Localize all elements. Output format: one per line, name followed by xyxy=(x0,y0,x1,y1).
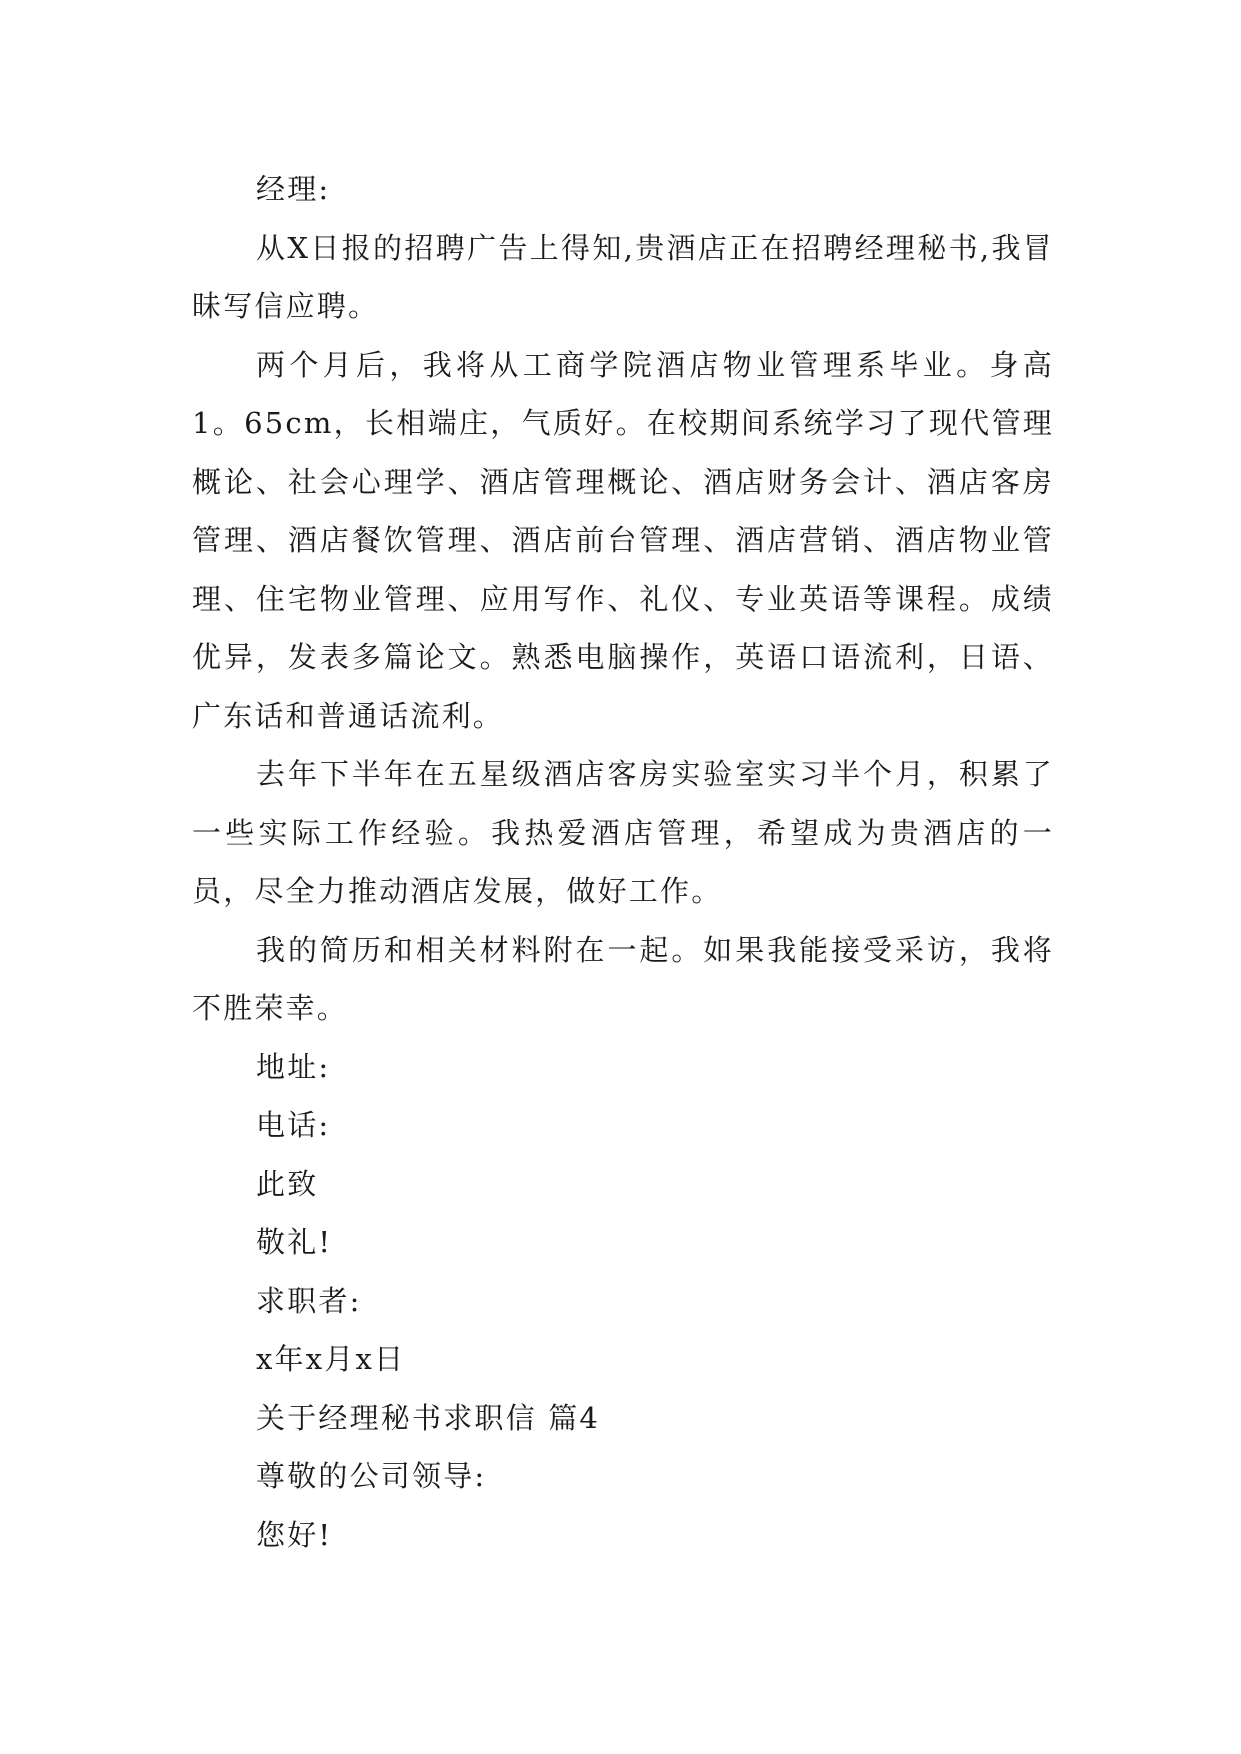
regards-line: 此致 xyxy=(256,1166,319,1201)
address-line: 地址: xyxy=(256,1049,331,1084)
applicant-line: 求职者: xyxy=(256,1283,362,1318)
salute-line: 敬礼! xyxy=(256,1225,333,1259)
closing-paragraph: 我的简历和相关材料附在一起。如果我能接受采访，我将不胜荣幸。 xyxy=(192,932,1054,1025)
experience-paragraph: 去年下半年在五星级酒店客房实验室实习半个月，积累了一些实际工作经验。我热爱酒店管理，希望成为贵酒店的一员，尽全力推动酒店发展，做好工作。 xyxy=(192,757,1054,908)
section-heading: 关于经理秘书求职信 篇4 xyxy=(256,1400,601,1435)
education-paragraph: 两个月后，我将从工商学院酒店物业管理系毕业。身高1。65cm，长相端庄，气质好。在校期间系统学习了现代管理概论、社会心理学、酒店管理概论、酒店财务会计、酒店客房管理、酒店餐饮管理、酒店前台管理、酒店营销、酒店物业管理、住宅物业管理、应用写作、礼仪、专业英语等课程。成绩优异，发表多篇论文。熟悉电脑操作，英语口语流利，日语、广东话和普通话流利。 xyxy=(192,347,1054,733)
intro-paragraph: 从X日报的招聘广告上得知,贵酒店正在招聘经理秘书,我冒昧写信应聘。 xyxy=(192,230,1054,323)
salutation: 经理: xyxy=(256,172,331,206)
letter-body xyxy=(192,160,1054,1564)
date-line: x年x月x日 xyxy=(256,1342,406,1376)
greeting-line: 您好! xyxy=(256,1517,333,1552)
second-salutation: 尊敬的公司领导: xyxy=(256,1459,487,1493)
phone-line: 电话: xyxy=(256,1108,331,1142)
